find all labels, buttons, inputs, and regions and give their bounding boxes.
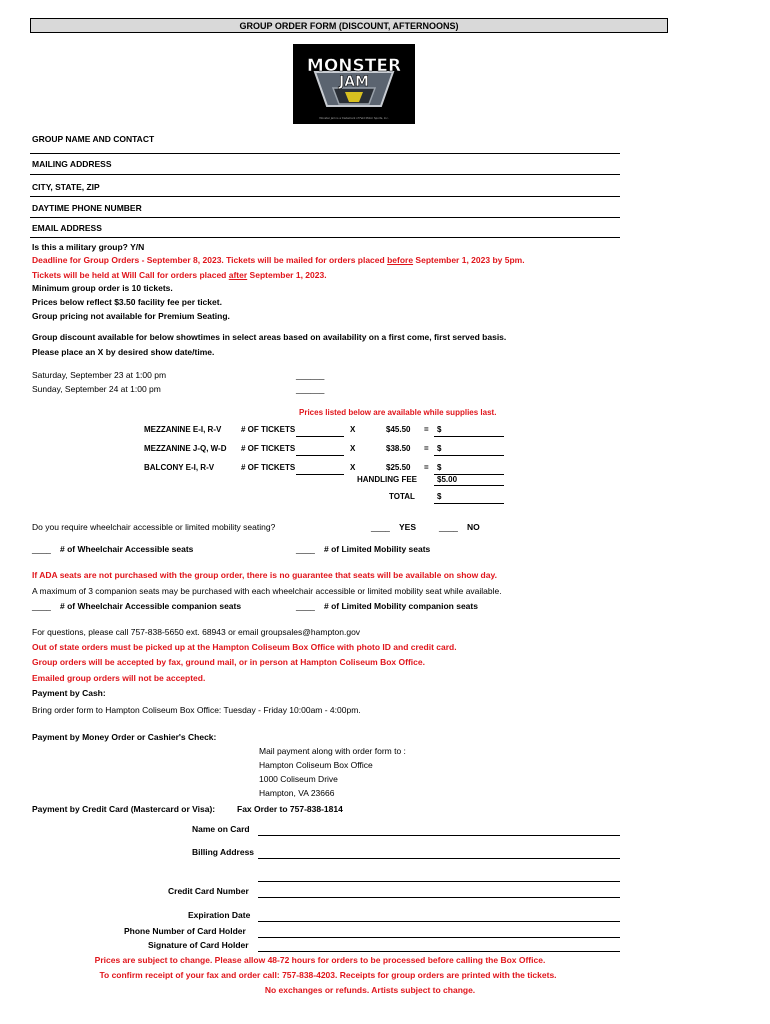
willcall-after: after <box>228 270 248 280</box>
handling-fee-value: $5.00 <box>437 475 458 484</box>
yes-label: YES <box>399 522 417 532</box>
premium-note: Group pricing not available for Premium Seating. <box>32 311 230 321</box>
mailing-address-label: MAILING ADDRESS <box>32 159 112 169</box>
mobility-seats-blank[interactable]: ____ <box>296 544 315 554</box>
email-not-accepted-notice: Emailed group orders will not be accepted. <box>32 673 206 683</box>
total-blank[interactable] <box>434 503 504 504</box>
mail-line: Hampton, VA 23666 <box>259 788 335 798</box>
lm-companion-label: # of Limited Mobility companion seats <box>324 601 478 611</box>
yes-blank[interactable]: ____ <box>371 522 390 532</box>
card-number-label: Credit Card Number <box>168 886 249 896</box>
no-blank[interactable]: ____ <box>439 522 458 532</box>
out-of-state-notice: Out of state orders must be picked up at the Hampton Coliseum Box Office with photo ID and credit card. <box>32 642 457 652</box>
cash-instructions: Bring order form to Hampton Coliseum Box Office: Tuesday - Friday 10:00am - 4:00pm. <box>32 705 361 715</box>
group-name-line[interactable] <box>30 153 620 154</box>
total-label: TOTAL <box>389 492 415 501</box>
wheelchair-question: Do you require wheelchair accessible or limited mobility seating? <box>32 522 276 532</box>
logo-word-jam: JAM <box>339 74 369 90</box>
ticket-price: $25.50 <box>386 463 411 472</box>
ada-warning: If ADA seats are not purchased with the group order, there is no guarantee that seats will be available on show day. <box>32 570 497 580</box>
place-x-instruction: Please place an X by desired show date/time. <box>32 347 215 357</box>
footer-line: Prices are subject to change. Please allow 48-72 hours for orders to be processed before calling the Box Office. <box>94 955 546 965</box>
handling-fee-label: HANDLING FEE <box>357 475 417 484</box>
logo-graphic <box>293 44 415 124</box>
dollar-sign: $ <box>437 444 442 453</box>
discount-info: Group discount available for below showtimes in select areas based on availability on a first come, first served basis. <box>32 332 507 342</box>
expiration-label: Expiration Date <box>188 910 251 920</box>
lm-companion-blank[interactable]: ____ <box>296 601 315 611</box>
minimum-order: Minimum group order is 10 tickets. <box>32 283 173 293</box>
daytime-phone-label: DAYTIME PHONE NUMBER <box>32 203 142 213</box>
deadline-before: before <box>387 255 414 265</box>
handling-fee-line <box>434 485 504 486</box>
tickets-blank[interactable] <box>296 455 344 456</box>
signature-line[interactable] <box>258 951 620 952</box>
signature-label: Signature of Card Holder <box>148 940 249 950</box>
monster-jam-logo <box>293 44 415 124</box>
times-sign: X <box>350 444 356 453</box>
mobility-seats-label: # of Limited Mobility seats <box>324 544 431 554</box>
billing-address-line[interactable] <box>258 858 620 859</box>
willcall-notice <box>32 270 327 280</box>
questions-contact: For questions, please call 757-838-5650 ext. 68943 or email groupsales@hampton.gov <box>32 627 361 637</box>
equals-sign: = <box>424 463 429 472</box>
wc-companion-label: # of Wheelchair Accessible companion seats <box>60 601 242 611</box>
subtotal-blank[interactable] <box>434 455 504 456</box>
logo-word-monster: MONSTER <box>306 56 402 76</box>
wc-companion-blank[interactable]: ____ <box>32 601 51 611</box>
equals-sign: = <box>424 425 429 434</box>
dollar-sign: $ <box>437 463 442 472</box>
tickets-label: # OF TICKETS <box>241 444 296 453</box>
total-dollar: $ <box>437 492 442 501</box>
card-number-line[interactable] <box>258 897 620 898</box>
show-sunday-blank[interactable]: ______ <box>296 384 325 394</box>
deadline-text-2: September 1, 2023 by 5pm. <box>413 255 525 265</box>
tickets-blank[interactable] <box>296 474 344 475</box>
form-title: GROUP ORDER FORM (DISCOUNT, AFTERNOONS) <box>30 18 668 33</box>
phone-holder-label: Phone Number of Card Holder <box>124 926 246 936</box>
mailing-address-line[interactable] <box>30 174 620 175</box>
tickets-label: # OF TICKETS <box>241 463 296 472</box>
wheelchair-seats-label: # of Wheelchair Accessible seats <box>60 544 194 554</box>
credit-card-title: Payment by Credit Card (Mastercard or Visa): <box>32 804 216 814</box>
name-on-card-line[interactable] <box>258 835 620 836</box>
money-order-title: Payment by Money Order or Cashier's Check: <box>32 732 217 742</box>
dollar-sign: $ <box>437 425 442 434</box>
email-address-line[interactable] <box>30 237 620 238</box>
logo-fine-print: Monster Jam is a trademark of Feld Motor Sports, Inc. <box>319 117 389 120</box>
section-name: BALCONY E-I, R-V <box>144 463 215 472</box>
city-state-zip-line[interactable] <box>30 196 620 197</box>
cash-title: Payment by Cash: <box>32 688 106 698</box>
show-saturday-blank[interactable]: ______ <box>296 370 325 380</box>
deadline-notice <box>32 255 525 265</box>
tickets-label: # OF TICKETS <box>241 425 296 434</box>
times-sign: X <box>350 463 356 472</box>
show-sunday: Sunday, September 24 at 1:00 pm <box>32 384 161 394</box>
willcall-text-1: Tickets will be held at Will Call for orders placed <box>32 270 229 280</box>
deadline-text-1: Deadline for Group Orders - September 8, 2023. Tickets will be mailed for orders placed <box>32 255 388 265</box>
ticket-price: $38.50 <box>386 444 411 453</box>
daytime-phone-line[interactable] <box>30 217 620 218</box>
expiration-line[interactable] <box>258 921 620 922</box>
military-question: Is this a military group? Y/N <box>32 242 145 252</box>
name-on-card-label: Name on Card <box>192 824 250 834</box>
accepted-methods-notice: Group orders will be accepted by fax, ground mail, or in person at Hampton Coliseum Box Office. <box>32 657 425 667</box>
wheelchair-seats-blank[interactable]: ____ <box>32 544 51 554</box>
pricing-note: Prices listed below are available while supplies last. <box>299 408 497 417</box>
email-address-label: EMAIL ADDRESS <box>32 223 102 233</box>
no-label: NO <box>467 522 480 532</box>
ticket-price: $45.50 <box>386 425 411 434</box>
group-name-label: GROUP NAME AND CONTACT <box>32 134 155 144</box>
phone-holder-line[interactable] <box>258 937 620 938</box>
times-sign: X <box>350 425 356 434</box>
willcall-text-2: September 1, 2023. <box>247 270 327 280</box>
companion-note: A maximum of 3 companion seats may be purchased with each wheelchair accessible or limited mobility seat while available. <box>32 586 502 596</box>
mail-line: Hampton Coliseum Box Office <box>259 760 373 770</box>
city-state-zip-label: CITY, STATE, ZIP <box>32 182 100 192</box>
mail-line: Mail payment along with order form to : <box>259 746 406 756</box>
tickets-blank[interactable] <box>296 436 344 437</box>
section-name: MEZZANINE E-I, R-V <box>144 425 222 434</box>
fax-number: Fax Order to 757-838-1814 <box>237 804 343 814</box>
billing-address-label: Billing Address <box>192 847 255 857</box>
billing-address-line-2[interactable] <box>258 881 620 882</box>
section-name: MEZZANINE J-Q, W-D <box>144 444 227 453</box>
equals-sign: = <box>424 444 429 453</box>
mail-line: 1000 Coliseum Drive <box>259 774 338 784</box>
subtotal-blank[interactable] <box>434 436 504 437</box>
footer-line: To confirm receipt of your fax and order call: 757-838-4203. Receipts for group orders are printed with the tickets. <box>99 970 557 980</box>
facility-fee: Prices below reflect $3.50 facility fee per ticket. <box>32 297 222 307</box>
footer-line: No exchanges or refunds. Artists subject to change. <box>264 985 476 995</box>
show-saturday: Saturday, September 23 at 1:00 pm <box>32 370 167 380</box>
